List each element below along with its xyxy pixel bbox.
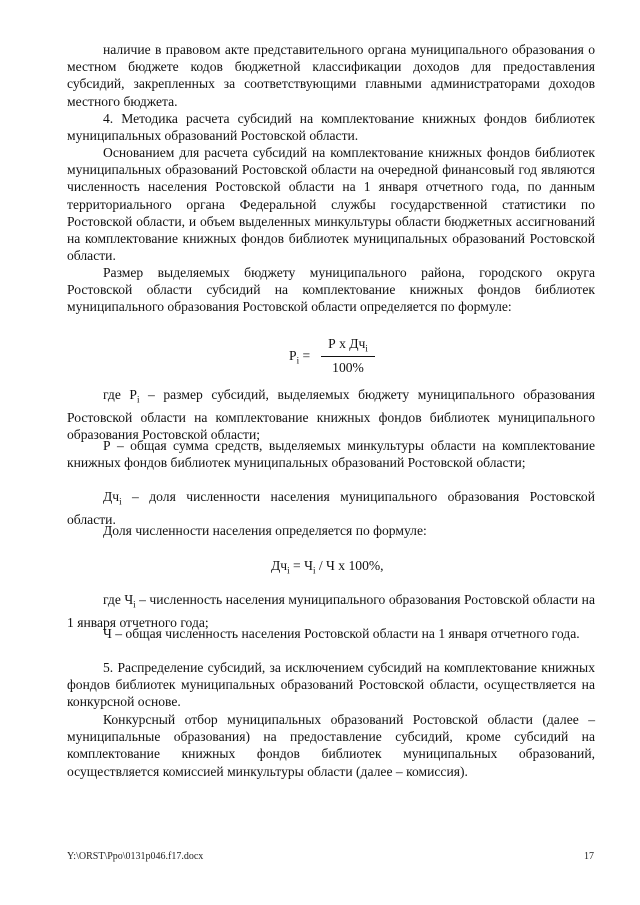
formula-numerator: Р х $Дч_i$	[328, 336, 368, 354]
paragraph-calculation-basis: Основанием для расчета субсидий на комплектование книжных фондов библиотек муниципальных образований Ростовской области на очередной финансовый год являются численность населения Ростовской области на 1 января отчетного года, по данным территориального органа Федеральной службы государственной статистики по Ростовской области, и объем выделенных минкультуры области бюджетных ассигнований на комплектование книжных фондов библиотек муниципальных образований Ростовской области.	[67, 145, 595, 264]
footer-file-path: Y:\ORST\Ppo\0131p046.f17.docx	[67, 851, 204, 862]
paragraph-competitive-selection: Конкурсный отбор муниципальных образований Ростовской области (далее – муниципальные образования) на предоставление субсидий, кроме субсидий на комплектование книжных фондов библиотек муниципальных образований, осуществляется комиссией минкультуры области (далее – комиссия).	[67, 712, 595, 779]
footer-page-number: 17	[584, 851, 594, 862]
formula-lhs: $P_i$ =	[289, 348, 311, 366]
paragraph-pi-definition: где $P_i$ – размер субсидий, выделяемых бюджету муниципального образования Ростовской области на комплектование книжных фондов библиотек муниципального образования Ростовской области;	[67, 387, 595, 443]
paragraph-section-4-heading: 4. Методика расчета субсидий на комплектование книжных фондов библиотек муниципальных образований Ростовской области.	[67, 111, 595, 144]
paragraph-subsidy-size: Размер выделяемых бюджету муниципального района, городского округа Ростовской области субсидий на комплектование книжных фондов библиотек муниципального образования Ростовской области определяется по формуле:	[67, 265, 595, 315]
paragraph-section-5: 5. Распределение субсидий, за исключением субсидий на комплектование книжных фондов библиотек муниципальных образований Ростовской области, осуществляется на конкурсной основе.	[67, 660, 595, 710]
paragraph-chi-definition: где $Ч_i$ – численность населения муниципального образования Ростовской области на 1 января отчетного года;	[67, 592, 595, 630]
formula-denominator: 100%	[332, 359, 364, 375]
paragraph-share-definition: $Дч_i$ – доля численности населения муниципального образования Ростовской области.	[67, 489, 595, 527]
share-formula: $Дч_i = Ч_i / Ч$ х 100%,	[271, 558, 384, 576]
paragraph-share-formula-intro: Доля численности населения определяется по формуле:	[103, 523, 427, 538]
paragraph-budget-codes: наличие в правовом акте представительного органа муниципального образования о местном бюджете кодов бюджетной классификации доходов для предоставления субсидий, закрепленных за соответствующими главными администраторами доходов местного бюджета.	[67, 42, 595, 109]
paragraph-ch-definition: Ч – общая численность населения Ростовской области на 1 января отчетного года.	[103, 626, 580, 641]
paragraph-p-definition: Р – общая сумма средств, выделяемых минкультуры области на комплектование книжных фондов библиотек муниципальных образований Ростовской области;	[67, 438, 595, 471]
formula-fraction	[321, 336, 375, 376]
